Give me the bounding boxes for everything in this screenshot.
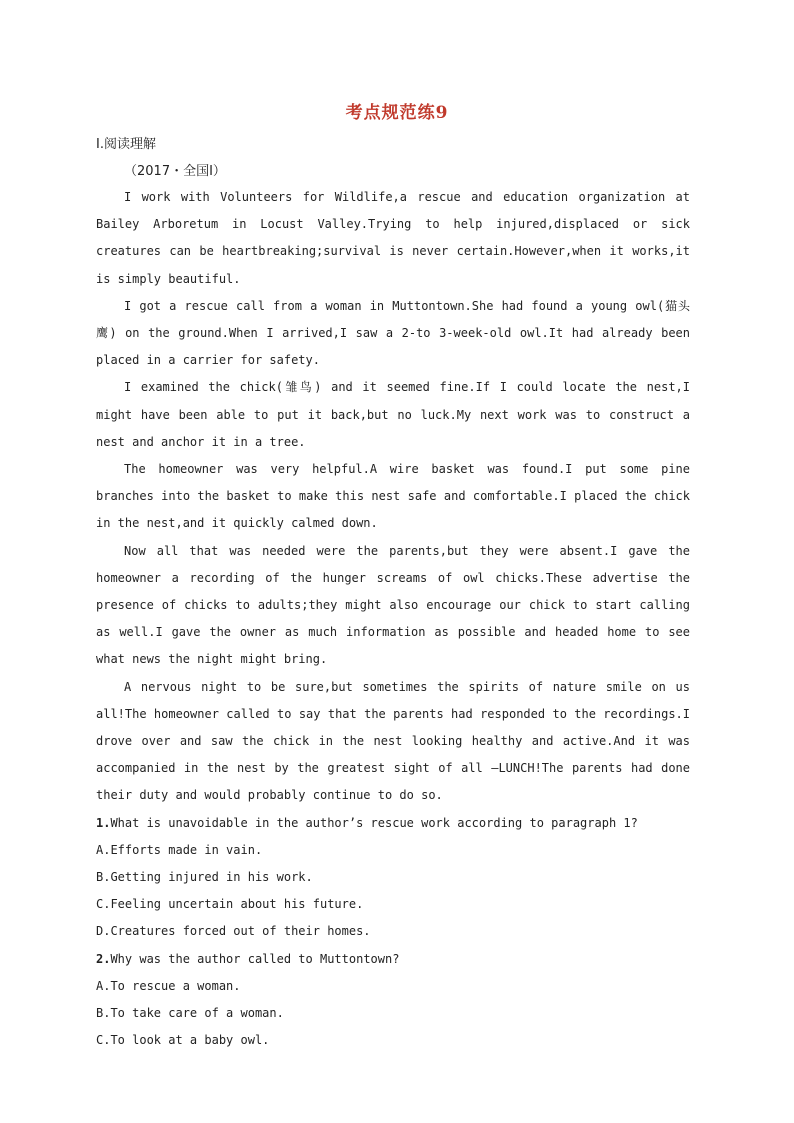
question-2-option-b: B.To take care of a woman. bbox=[96, 1006, 284, 1021]
question-2-option-a: A.To rescue a woman. bbox=[96, 978, 241, 993]
passage-paragraph-3: I examined the chick(雏鸟) and it seemed fine.If I could locate the nest,I might have been able to put it back,but no luck.My next work was to construct a nest and anchor it in a tree. bbox=[96, 380, 690, 449]
question-1-option-a: A.Efforts made in vain. bbox=[96, 842, 263, 857]
passage-paragraph-2: I got a rescue call from a woman in Muttontown.She had found a young owl(猫头鹰) on the ground.When I arrived,I saw a 2-to 3-week-old owl.It had already been placed in a carrier for safety. bbox=[96, 298, 690, 368]
passage-paragraph-4: The homeowner was very helpful.A wire basket was found.I put some pine branches into the basket to make this nest safe and comfortable.I placed the chick in the nest,and it quickly calmed down. bbox=[96, 462, 690, 531]
passage-paragraph-5: Now all that was needed were the parents,but they were absent.I gave the homeowner a recording of the hunger screams of owl chicks.These advertise the presence of chicks to adults;they might also encourage our chick to start calling as well.I gave the owner as much information as possible and headed home to see what news the night might bring. bbox=[96, 543, 690, 667]
question-2 bbox=[96, 946, 690, 973]
section-heading: Ⅰ.阅读理解 bbox=[96, 137, 156, 152]
question-list bbox=[96, 810, 690, 1055]
passage-paragraph-1: I work with Volunteers for Wildlife,a rescue and education organization at Bailey Arboretum in Locust Valley.Trying to help injured,displaced or sick creatures can be heartbreaking;survival is never certain.However,when it works,it is simply beautiful. bbox=[96, 190, 690, 286]
reading-passage bbox=[96, 184, 690, 1055]
question-stem: Why was the author called to Muttontown? bbox=[110, 951, 400, 966]
question-number: 1. bbox=[96, 815, 111, 830]
question-1-option-b: B.Getting injured in his work. bbox=[96, 870, 313, 885]
question-1-option-c: C.Feeling uncertain about his future. bbox=[96, 897, 364, 912]
question-stem: What is unavoidable in the author’s rescue work according to paragraph 1? bbox=[110, 815, 638, 830]
question-2-option-c: C.To look at a baby owl. bbox=[96, 1033, 270, 1048]
question-number: 2. bbox=[96, 951, 111, 966]
page-title: 考点规范练9 bbox=[345, 103, 449, 123]
passage-source: （2017・全国Ⅰ） bbox=[124, 164, 226, 179]
question-1-option-d: D.Creatures forced out of their homes. bbox=[96, 924, 371, 939]
question-1 bbox=[96, 810, 690, 837]
passage-paragraph-6: A nervous night to be sure,but sometimes the spirits of nature smile on us all!The homeowner called to say that the parents had responded to the recordings.I drove over and saw the chick in the nest looking healthy and active.And it was accompanied in the nest by the greatest sight of all —LUNCH!The parents had done their duty and would probably continue to do so. bbox=[96, 679, 690, 803]
